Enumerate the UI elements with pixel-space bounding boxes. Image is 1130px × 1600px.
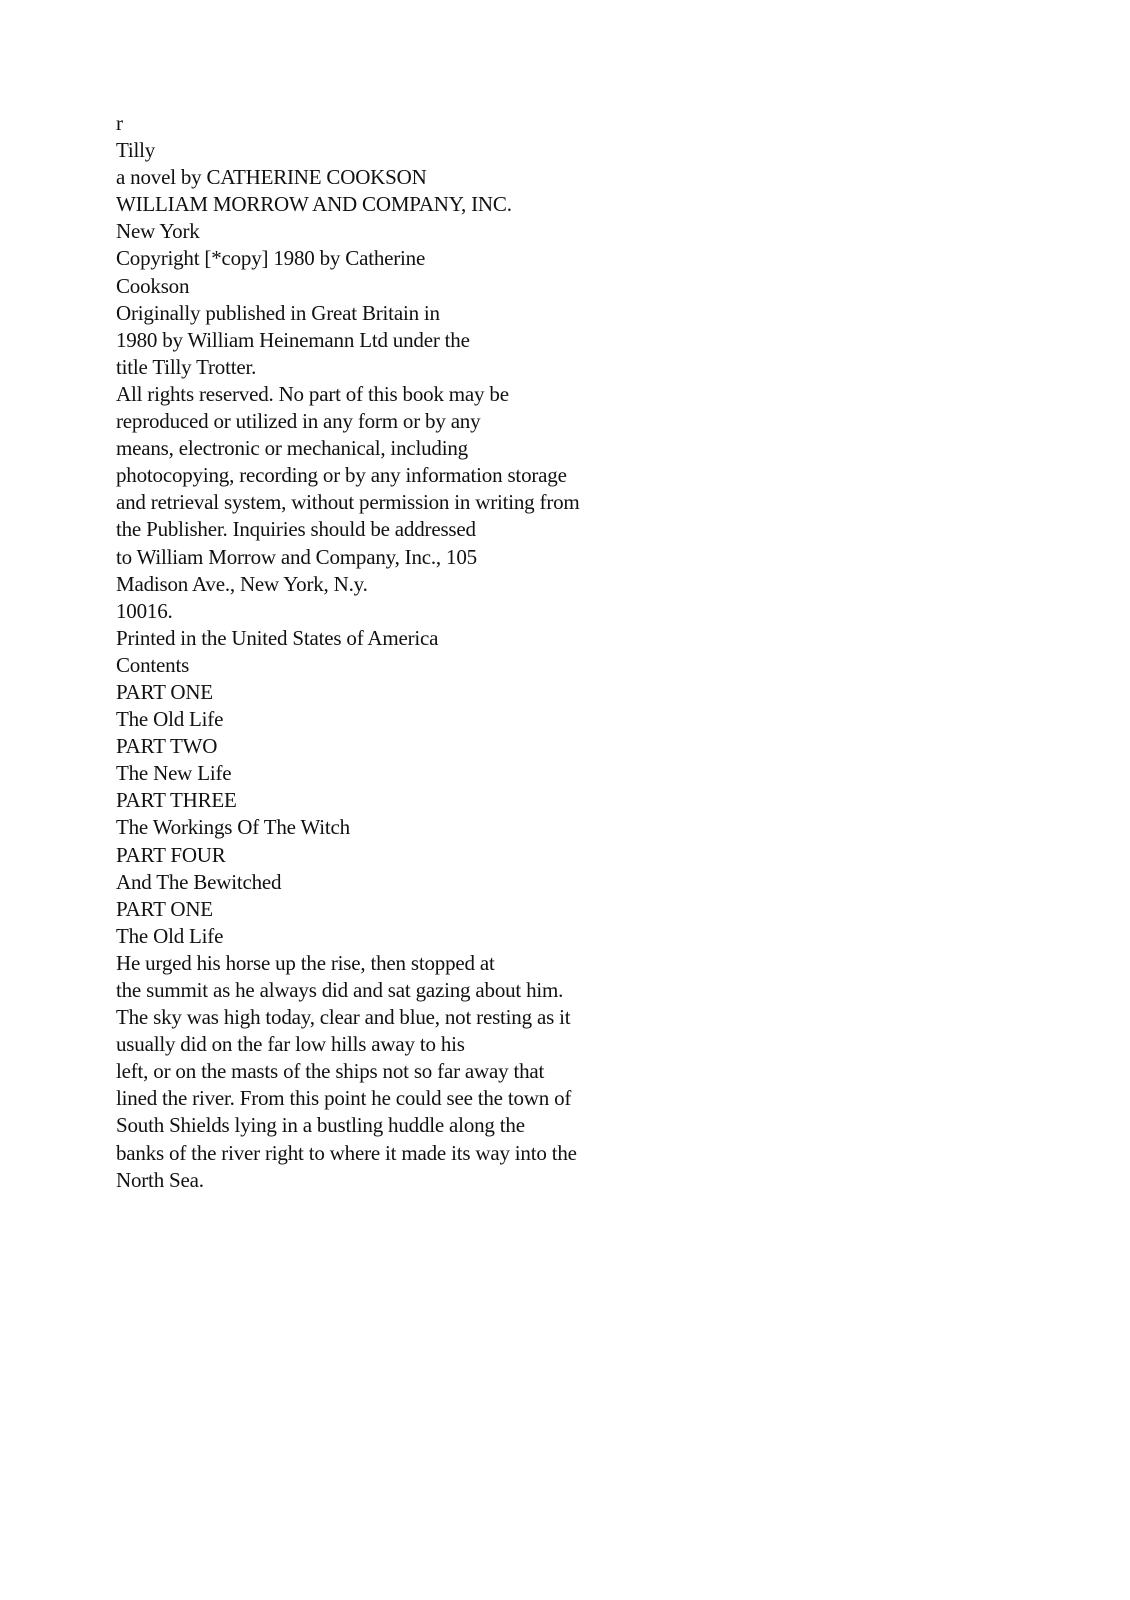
contents-part-title: And The Bewitched (116, 869, 282, 894)
rights-notice: and retrieval system, without permission in writing from (116, 490, 580, 515)
contents-part-label: PART TWO (116, 734, 218, 759)
contents-part-label: PART FOUR (116, 842, 226, 867)
rights-notice: to William Morrow and Company, Inc., 105 (116, 544, 477, 569)
contents-part-label: PART THREE (116, 788, 237, 813)
rights-notice: photocopying, recording or by any information storage (116, 463, 567, 488)
document-text (116, 110, 736, 1194)
publisher-name: WILLIAM MORROW AND COMPANY, INC. (116, 192, 512, 217)
part-title: The Old Life (116, 923, 224, 948)
contents-part-title: The Workings Of The Witch (116, 815, 350, 840)
book-title: Tilly (116, 138, 156, 163)
body-text-line: The sky was high today, clear and blue, not resting as it (116, 1005, 571, 1030)
contents-part-label: PART ONE (116, 679, 213, 704)
printed-in-line: Printed in the United States of America (116, 625, 439, 650)
contents-part-title: The Old Life (116, 707, 224, 732)
publication-note: 1980 by William Heinemann Ltd under the (116, 327, 470, 352)
body-text-line: the summit as he always did and sat gazing about him. (116, 978, 564, 1002)
body-text-line: South Shields lying in a bustling huddle along the (116, 1113, 525, 1138)
rights-notice: 10016. (116, 598, 173, 623)
copyright-line: Copyright [*copy] 1980 by Catherine (116, 246, 426, 271)
publication-note: Originally published in Great Britain in (116, 300, 440, 325)
copyright-line: Cookson (116, 273, 190, 298)
publication-note: title Tilly Trotter. (116, 354, 257, 379)
rights-notice: All rights reserved. No part of this book may be (116, 381, 509, 406)
body-text-line: North Sea. (116, 1167, 204, 1192)
rights-notice: the Publisher. Inquiries should be addressed (116, 517, 476, 542)
publisher-city: New York (116, 219, 200, 244)
part-heading: PART ONE (116, 896, 213, 921)
rights-notice: Madison Ave., New York, N.y. (116, 571, 368, 596)
stray-character: r (116, 111, 123, 135)
contents-heading: Contents (116, 652, 190, 677)
rights-notice: reproduced or utilized in any form or by any (116, 409, 481, 434)
body-text-line: usually did on the far low hills away to his (116, 1032, 465, 1057)
body-text-line: lined the river. From this point he could see the town of (116, 1086, 572, 1111)
body-text-line: He urged his horse up the rise, then stopped at (116, 950, 495, 975)
author-line: a novel by CATHERINE COOKSON (116, 165, 427, 190)
body-text-line: banks of the river right to where it made its way into the (116, 1140, 577, 1165)
rights-notice: means, electronic or mechanical, including (116, 436, 468, 461)
contents-part-title: The New Life (116, 761, 232, 786)
body-text-line: left, or on the masts of the ships not so far away that (116, 1059, 545, 1084)
